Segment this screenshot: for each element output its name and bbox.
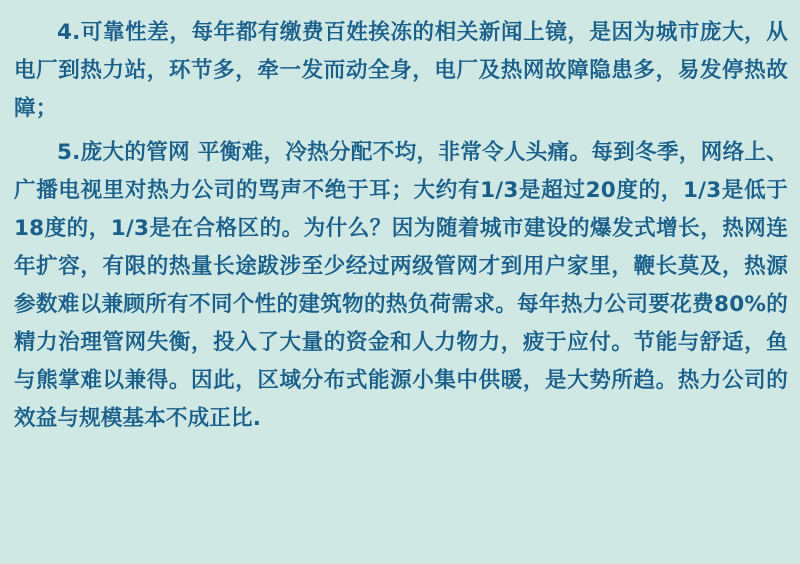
paragraph-item-5: 5.庞大的管网 平衡难，冷热分配不均，非常令人头痛。每到冬季，网络上、广播电视里对热力公司的骂声不绝于耳；大约有1/3是超过20度的，1/3是低于18度的，1/3是在合格区的。为什么？因为随着城市建设的爆发式增长，热网连年扩容，有限的热量长途跋涉至少经过两级管网才到用户家里，鞭长莫及，热源参数难以兼顾所有不同个性的建筑物的热负荷需求。每年热力公司要花费80%的精力治理管网失衡，投入了大量的资金和人力物力，疲于应付。节能与舒适，鱼与熊掌难以兼得。因此，区域分布式能源小集中供暖，是大势所趋。热力公司的效益与规模基本不成正比. — [14, 140, 788, 431]
paragraph-item-4: 4.可靠性差，每年都有缴费百姓挨冻的相关新闻上镜，是因为城市庞大，从电厂到热力站，环节多，牵一发而动全身，电厂及热网故障隐患多，易发停热故障； — [14, 20, 788, 121]
